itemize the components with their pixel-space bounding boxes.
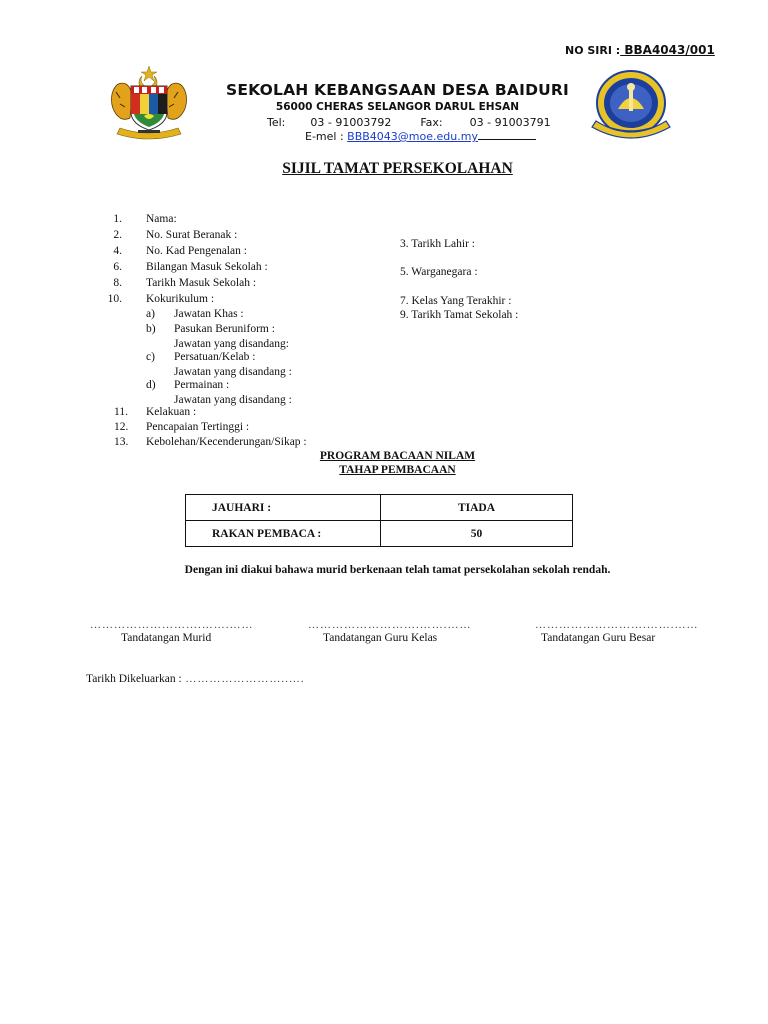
item-label: Bilangan Masuk Sekolah : (146, 261, 268, 273)
program-title: PROGRAM BACAAN NILAM (319, 450, 476, 462)
item-label: No. Surat Beranak : (146, 229, 238, 241)
item-number: 8. (113, 277, 122, 289)
serial-number-value: BBA4043/001 (620, 43, 715, 57)
koko-sub-label: Jawatan yang disandang : (174, 366, 292, 378)
item-number: 4. (113, 245, 122, 257)
signature-line-guru-besar: ……………………….…….…… (535, 619, 699, 631)
item-label: No. Kad Pengenalan : (146, 245, 247, 257)
email-underline (478, 130, 536, 140)
document-title: SIJIL TAMAT PERSEKOLAHAN (282, 160, 513, 177)
contact-row (267, 116, 551, 129)
koko-letter: a) (146, 308, 155, 320)
email-label: E-mel : (305, 130, 344, 143)
signature-line-guru-kelas: ……………………….…….…… (308, 619, 472, 631)
item-kelas-terakhir: 7. Kelas Yang Terakhir : (400, 295, 512, 307)
issue-date-line: ……………………..…. (181, 673, 305, 685)
reading-level-table (185, 494, 573, 547)
koko-label: Jawatan Khas : (174, 308, 244, 320)
koko-letter: b) (146, 323, 156, 335)
signature-label-guru-besar: Tandatangan Guru Besar (541, 632, 656, 644)
koko-sub-label: Jawatan yang disandang : (174, 394, 292, 406)
item-warganegara: 5. Warganegara : (400, 266, 478, 278)
fax-value: 03 - 91003791 (469, 116, 551, 129)
item-number: 2. (113, 229, 122, 241)
declaration-text: Dengan ini diakui bahawa murid berkenaan telah tamat persekolahan sekolah rendah. (184, 564, 611, 576)
koko-letter: d) (146, 379, 156, 391)
table-cell-value: 50 (381, 521, 573, 547)
koko-label: Persatuan/Kelab : (174, 351, 256, 363)
koko-label: Permainan : (174, 379, 230, 391)
item-label: Kebolehan/Kecenderungan/Sikap : (146, 436, 307, 448)
signature-line-murid: ……………………….…….…… (90, 619, 254, 631)
school-address: 56000 CHERAS SELANGOR DARUL EHSAN (275, 101, 520, 113)
item-label: Kelakuan : (146, 406, 197, 418)
item-number: 11. (114, 406, 128, 418)
tel-label: Tel: (267, 116, 286, 129)
item-number: 6. (113, 261, 122, 273)
item-number: 10. (107, 293, 122, 305)
table-cell-value: TIADA (381, 495, 573, 521)
tel-value: 03 - 91003792 (310, 116, 392, 129)
signature-label-murid: Tandatangan Murid (121, 632, 212, 644)
table-row (186, 521, 573, 547)
serial-number-label: NO SIRI : (565, 44, 621, 57)
program-subtitle: TAHAP PEMBACAAN (339, 464, 456, 476)
koko-sub-label: Jawatan yang disandang: (174, 338, 289, 350)
item-label: Pencapaian Tertinggi : (146, 421, 250, 433)
serial-number (565, 43, 715, 57)
koko-label: Pasukan Beruniform : (174, 323, 275, 335)
item-number: 12. (114, 421, 129, 433)
item-number: 13. (114, 436, 129, 448)
table-cell-label: JAUHARI : (186, 495, 381, 521)
item-tarikh-lahir: 3. Tarikh Lahir : (400, 238, 475, 250)
table-cell-label: RAKAN PEMBACA : (186, 521, 381, 547)
item-tarikh-tamat: 9. Tarikh Tamat Sekolah : (400, 309, 519, 321)
item-label: Nama: (146, 213, 177, 225)
signature-label-guru-kelas: Tandatangan Guru Kelas (323, 632, 438, 644)
issue-date-label: Tarikh Dikeluarkan : (86, 673, 182, 685)
email-link[interactable]: BBB4043@moe.edu.my (347, 130, 478, 143)
issue-date-row (86, 673, 305, 685)
email-row (305, 130, 536, 143)
fax-label: Fax: (420, 116, 443, 129)
item-label: Kokurikulum : (146, 293, 215, 305)
table-row (186, 495, 573, 521)
koko-letter: c) (146, 351, 155, 363)
item-label: Tarikh Masuk Sekolah : (146, 277, 257, 289)
school-name: SEKOLAH KEBANGSAAN DESA BAIDURI (225, 81, 570, 99)
item-number: 1. (113, 213, 122, 225)
